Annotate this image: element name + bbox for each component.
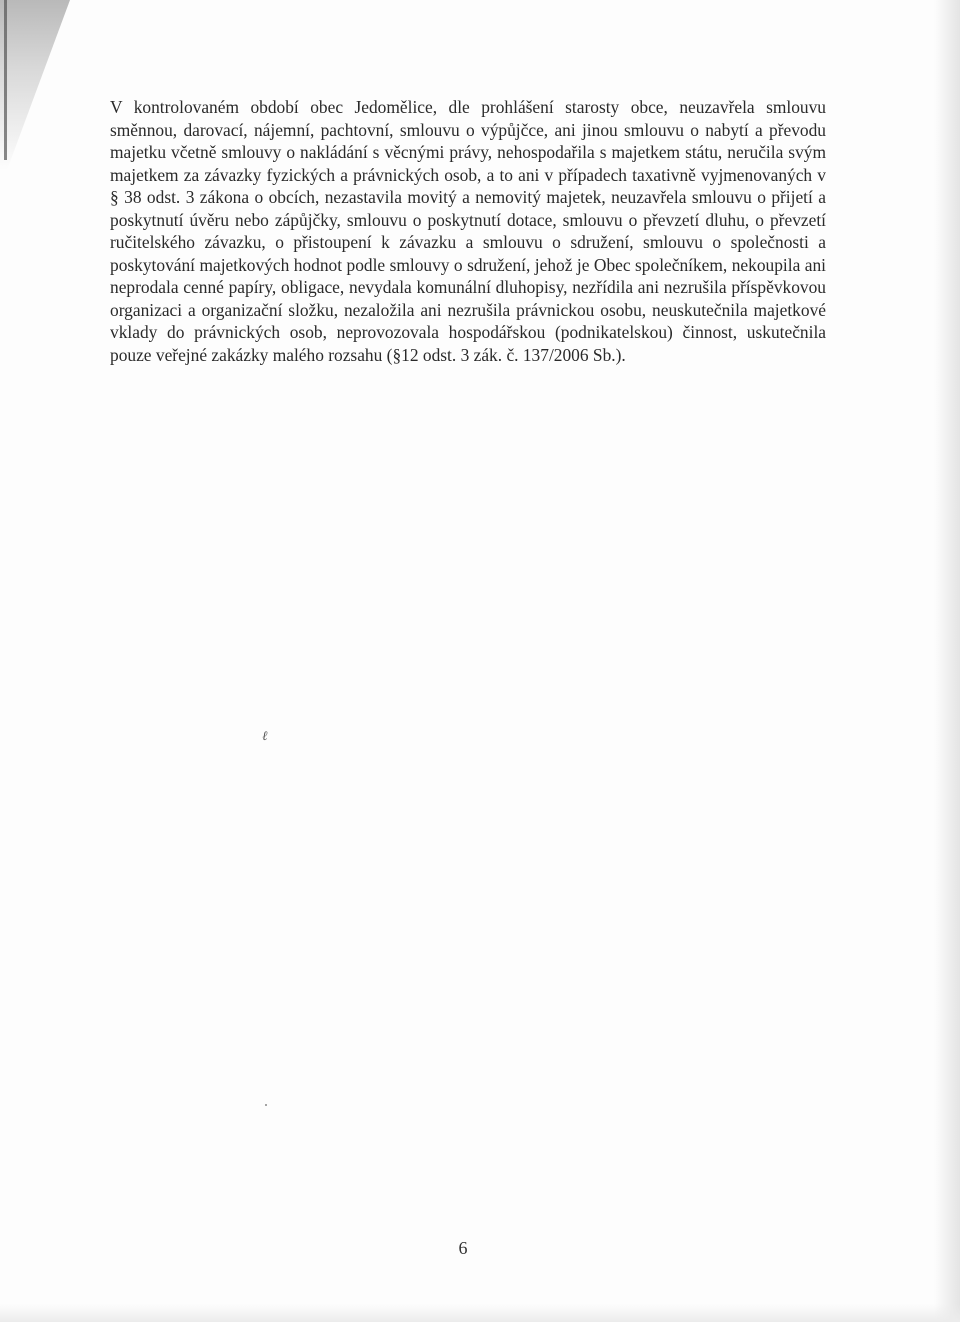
body-paragraph: V kontrolovaném období obec Jedomělice, dle prohlášení starosty obce, neuzavřela smlouvu směnnou, darovací, nájemní, pachtovní, smlouvu o výpůjčce, ani jinou smlouvu o nabytí a převodu majetku včetně smlouvy o nakládání s věcnými právy, nehospodařila s majetkem státu, neručila svým majetkem za závazky fyzických a právnických osob, a to ani v případech taxativně vyjmenovaných v § 38 odst. 3 zákona o obcích, nezastavila movitý a nemovitý majetek, neuzavřela smlouvu o přijetí a poskytnutí úvěru nebo zápůjčky, smlouvu o poskytnutí dotace, smlouvu o převzetí dluhu, o převzetí ručitelského závazku, o přistoupení k závazku a smlouvu o sdružení, smlouvu o společnosti a poskytování majetkových hodnot podle smlouvy o sdružení, jehož je Obec společníkem, nekoupila ani neprodala cenné papíry, obligace, nevydala komunální dluhopisy, nezřídila ani nezrušila příspěvkovou organizaci a organizační složku, nezaložila ani nezrušila právnickou osobu, neuskutečnila majetkové vklady do právnických osob, neprovozovala hospodářskou (podnikatelskou) činnost, uskutečnila pouze veřejné zakázky malého rozsahu (§12 odst. 3 zák. č. 137/2006 Sb.).	[110, 97, 826, 365]
stray-pen-mark: ℓ	[262, 728, 268, 743]
scan-corner-shadow	[0, 0, 70, 170]
scan-bottom-edge	[0, 1304, 960, 1322]
page-number: 6	[458, 1238, 468, 1258]
scan-edge-line	[4, 0, 7, 160]
scan-right-edge	[934, 0, 960, 1322]
stray-dot	[265, 1104, 267, 1106]
